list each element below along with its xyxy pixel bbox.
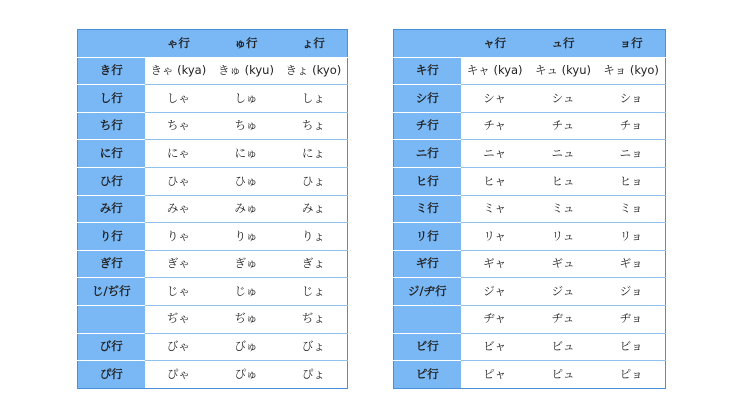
column-header: ょ行 (280, 30, 348, 58)
kana-cell: ぴょ (280, 361, 348, 389)
kana-cell: みょ (280, 195, 348, 223)
row-label (394, 305, 461, 333)
row-label: ひ行 (78, 167, 145, 195)
kana-cell: しょ (280, 85, 348, 113)
kana-cell: ぎゅ (212, 250, 280, 278)
table-row (394, 223, 666, 251)
table-row (78, 361, 348, 389)
table-row (78, 140, 348, 168)
kana-cell: リュ (529, 223, 597, 251)
table-row (394, 305, 666, 333)
kana-cell: ミョ (597, 195, 665, 223)
row-label: シ行 (394, 85, 461, 113)
row-label (78, 305, 145, 333)
row-label: り行 (78, 223, 145, 251)
kana-cell: じゅ (212, 278, 280, 306)
table-row (394, 333, 666, 361)
kana-cell: キョ (kyo) (597, 57, 665, 85)
kana-cell: チュ (529, 112, 597, 140)
kana-cell: ニュ (529, 140, 597, 168)
kana-cell: りゃ (145, 223, 213, 251)
kana-cell: チョ (597, 112, 665, 140)
row-label: ミ行 (394, 195, 461, 223)
kana-cell: きゃ (kya) (145, 57, 213, 85)
kana-cell: しゃ (145, 85, 213, 113)
table-row (394, 250, 666, 278)
table-row (394, 112, 666, 140)
kana-cell: ひゅ (212, 167, 280, 195)
kana-cell: ビャ (461, 333, 529, 361)
table-row (78, 333, 348, 361)
kana-cell: ミュ (529, 195, 597, 223)
table-row (78, 57, 348, 85)
kana-cell: ひゃ (145, 167, 213, 195)
hiragana-table-header (78, 30, 348, 58)
row-label: ち行 (78, 112, 145, 140)
row-label: し行 (78, 85, 145, 113)
kana-cell: ちょ (280, 112, 348, 140)
kana-cell: ニャ (461, 140, 529, 168)
kana-cell: みゅ (212, 195, 280, 223)
table-row (78, 112, 348, 140)
kana-cell: ヂュ (529, 305, 597, 333)
kana-cell: みゃ (145, 195, 213, 223)
kana-cell: ぎゃ (145, 250, 213, 278)
row-label: ぎ行 (78, 250, 145, 278)
kana-cell: ビュ (529, 333, 597, 361)
table-row (78, 195, 348, 223)
row-label: リ行 (394, 223, 461, 251)
row-label: ヒ行 (394, 167, 461, 195)
row-label: に行 (78, 140, 145, 168)
table-row (394, 361, 666, 389)
table-row (394, 140, 666, 168)
kana-cell: にゅ (212, 140, 280, 168)
kana-cell: にゃ (145, 140, 213, 168)
table-row (394, 57, 666, 85)
kana-cell: ぢょ (280, 305, 348, 333)
row-label: チ行 (394, 112, 461, 140)
kana-cell: ぴゃ (145, 361, 213, 389)
kana-cell: ピョ (597, 361, 665, 389)
table-row (394, 167, 666, 195)
table-row (78, 250, 348, 278)
kana-cell: ジャ (461, 278, 529, 306)
header-row (78, 30, 348, 58)
table-row (78, 85, 348, 113)
kana-cell: ちゅ (212, 112, 280, 140)
kana-cell: ヒャ (461, 167, 529, 195)
table-row (394, 278, 666, 306)
kana-cell: きゅ (kyu) (212, 57, 280, 85)
table-row (78, 278, 348, 306)
row-label: ピ行 (394, 361, 461, 389)
kana-cell: ギャ (461, 250, 529, 278)
kana-cell: にょ (280, 140, 348, 168)
row-label: ギ行 (394, 250, 461, 278)
kana-cell: ぎょ (280, 250, 348, 278)
kana-cell: チャ (461, 112, 529, 140)
row-label: き行 (78, 57, 145, 85)
column-header: ャ行 (461, 30, 529, 58)
kana-cell: シャ (461, 85, 529, 113)
kana-cell: ニョ (597, 140, 665, 168)
row-label: ビ行 (394, 333, 461, 361)
kana-cell: ミャ (461, 195, 529, 223)
kana-cell: きょ (kyo) (280, 57, 348, 85)
row-label: ニ行 (394, 140, 461, 168)
kana-cell: りゅ (212, 223, 280, 251)
kana-cell: じょ (280, 278, 348, 306)
katakana-table-body (394, 57, 666, 388)
kana-cell: ビョ (597, 333, 665, 361)
hiragana-table-body (78, 57, 348, 388)
header-row (394, 30, 666, 58)
column-header: ョ行 (597, 30, 665, 58)
kana-cell: ひょ (280, 167, 348, 195)
kana-cell: ギョ (597, 250, 665, 278)
kana-cell: じゃ (145, 278, 213, 306)
kana-cell: リョ (597, 223, 665, 251)
kana-cell: ぴゅ (212, 361, 280, 389)
kana-cell: ショ (597, 85, 665, 113)
kana-cell: ヒョ (597, 167, 665, 195)
hiragana-table (77, 29, 348, 389)
kana-cell: ぢゃ (145, 305, 213, 333)
row-label: キ行 (394, 57, 461, 85)
column-header: ュ行 (529, 30, 597, 58)
row-label: ジ/ヂ行 (394, 278, 461, 306)
katakana-table (393, 29, 666, 389)
kana-cell: しゅ (212, 85, 280, 113)
kana-cell: キャ (kya) (461, 57, 529, 85)
kana-cell: ヒュ (529, 167, 597, 195)
row-label: び行 (78, 333, 145, 361)
table-row (78, 223, 348, 251)
table-row (394, 195, 666, 223)
row-label: み行 (78, 195, 145, 223)
kana-cell: りょ (280, 223, 348, 251)
column-header: ゅ行 (212, 30, 280, 58)
kana-cell: ピャ (461, 361, 529, 389)
kana-cell: ジョ (597, 278, 665, 306)
kana-cell: びょ (280, 333, 348, 361)
kana-cell: リャ (461, 223, 529, 251)
table-row (78, 305, 348, 333)
kana-cell: びゃ (145, 333, 213, 361)
kana-cell: シュ (529, 85, 597, 113)
table-row (78, 167, 348, 195)
column-header: ゃ行 (145, 30, 213, 58)
row-label: ぴ行 (78, 361, 145, 389)
corner-cell (78, 30, 145, 58)
kana-cell: ヂャ (461, 305, 529, 333)
kana-cell: ピュ (529, 361, 597, 389)
kana-cell: びゅ (212, 333, 280, 361)
katakana-table-header (394, 30, 666, 58)
kana-cell: ぢゅ (212, 305, 280, 333)
table-row (394, 85, 666, 113)
corner-cell (394, 30, 461, 58)
kana-cell: ちゃ (145, 112, 213, 140)
kana-cell: キュ (kyu) (529, 57, 597, 85)
row-label: じ/ぢ行 (78, 278, 145, 306)
kana-cell: ヂョ (597, 305, 665, 333)
kana-cell: ジュ (529, 278, 597, 306)
kana-cell: ギュ (529, 250, 597, 278)
